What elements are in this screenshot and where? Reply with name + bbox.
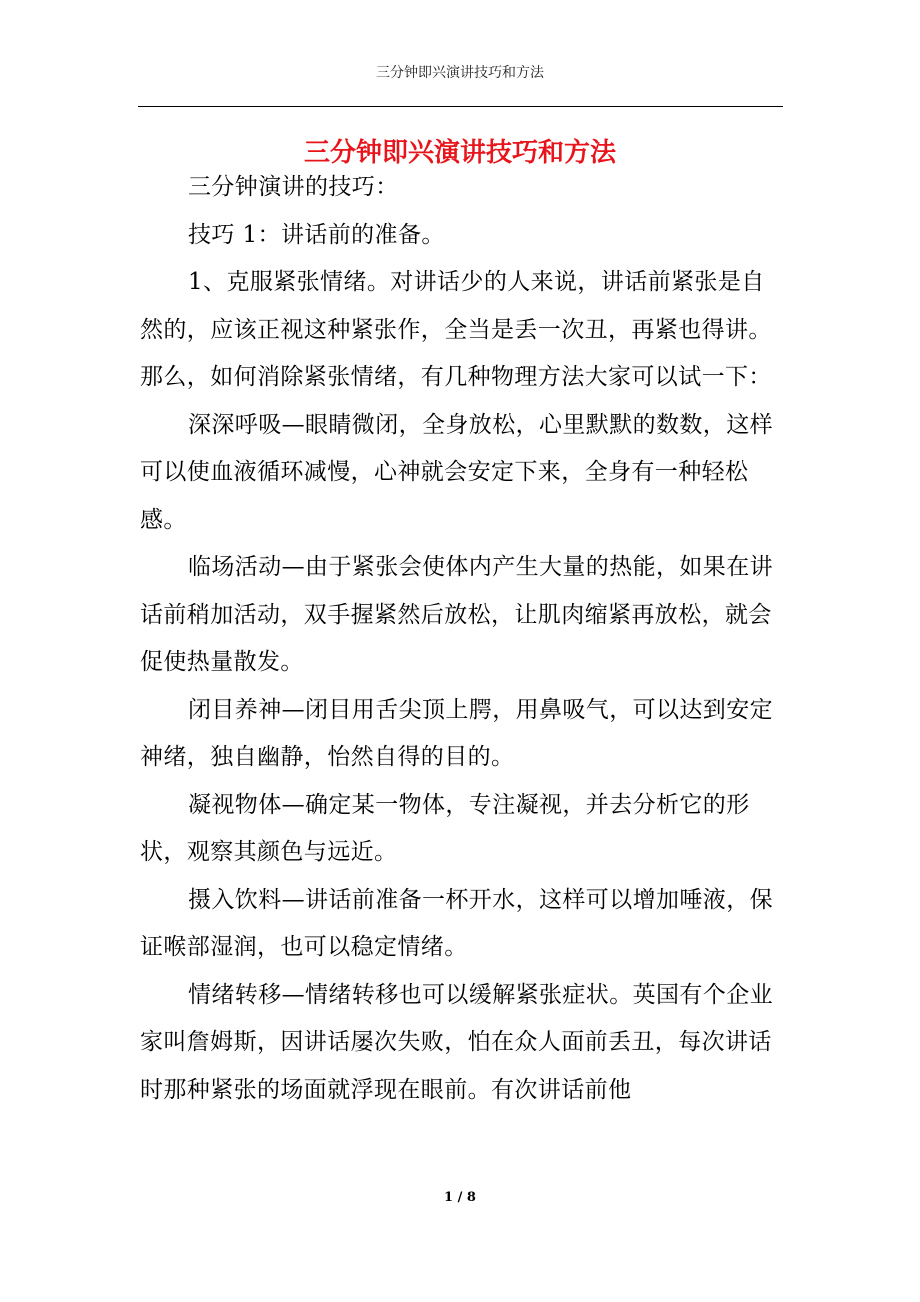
- paragraph: 摄入饮料—讲话前准备一杯开水，这样可以增加唾液，保证喉部湿润，也可以稳定情绪。: [140, 886, 773, 960]
- document-title: 三分钟即兴演讲技巧和方法: [303, 138, 616, 169]
- paragraph: 情绪转移—情绪转移也可以缓解紧张症状。英国有个企业家叫詹姆斯，因讲话屡次失败，怕在众人面前丢丑，每次讲话时那种紧张的场面就浮现在眼前。有次讲话前他: [140, 981, 773, 1103]
- document-body: [140, 164, 785, 1114]
- running-header: 三分钟即兴演讲技巧和方法: [376, 65, 544, 81]
- paragraph: 技巧 1：讲话前的准备。: [188, 221, 445, 248]
- paragraph: 凝视物体—确定某一物体，专注凝视，并去分析它的形状，观察其颜色与远近。: [140, 791, 750, 865]
- paragraph: 临场活动—由于紧张会使体内产生大量的热能，如果在讲话前稍加活动，双手握紧然后放松，让肌肉缩紧再放松，就会促使热量散发。: [140, 554, 773, 675]
- paragraph: 1、克服紧张情绪。对讲话少的人来说，讲话前紧张是自然的，应该正视这种紧张作，全当是丢一次丑，再紧也得讲。那么，如何消除紧张情绪，有几种物理方法大家可以试一下：: [140, 269, 772, 390]
- paragraph: 闭目养神—闭目用舌尖顶上腭，用鼻吸气，可以达到安定神绪，独自幽静，怡然自得的目的。: [140, 696, 773, 770]
- header-divider: [138, 106, 783, 107]
- paragraph: 深深呼吸—眼睛微闭，全身放松，心里默默的数数，这样可以使血液循环减慢，心神就会安定下来，全身有一种轻松感。: [140, 411, 773, 533]
- paragraph: 三分钟演讲的技巧：: [188, 174, 399, 200]
- page-number: 1 / 8: [444, 1190, 476, 1205]
